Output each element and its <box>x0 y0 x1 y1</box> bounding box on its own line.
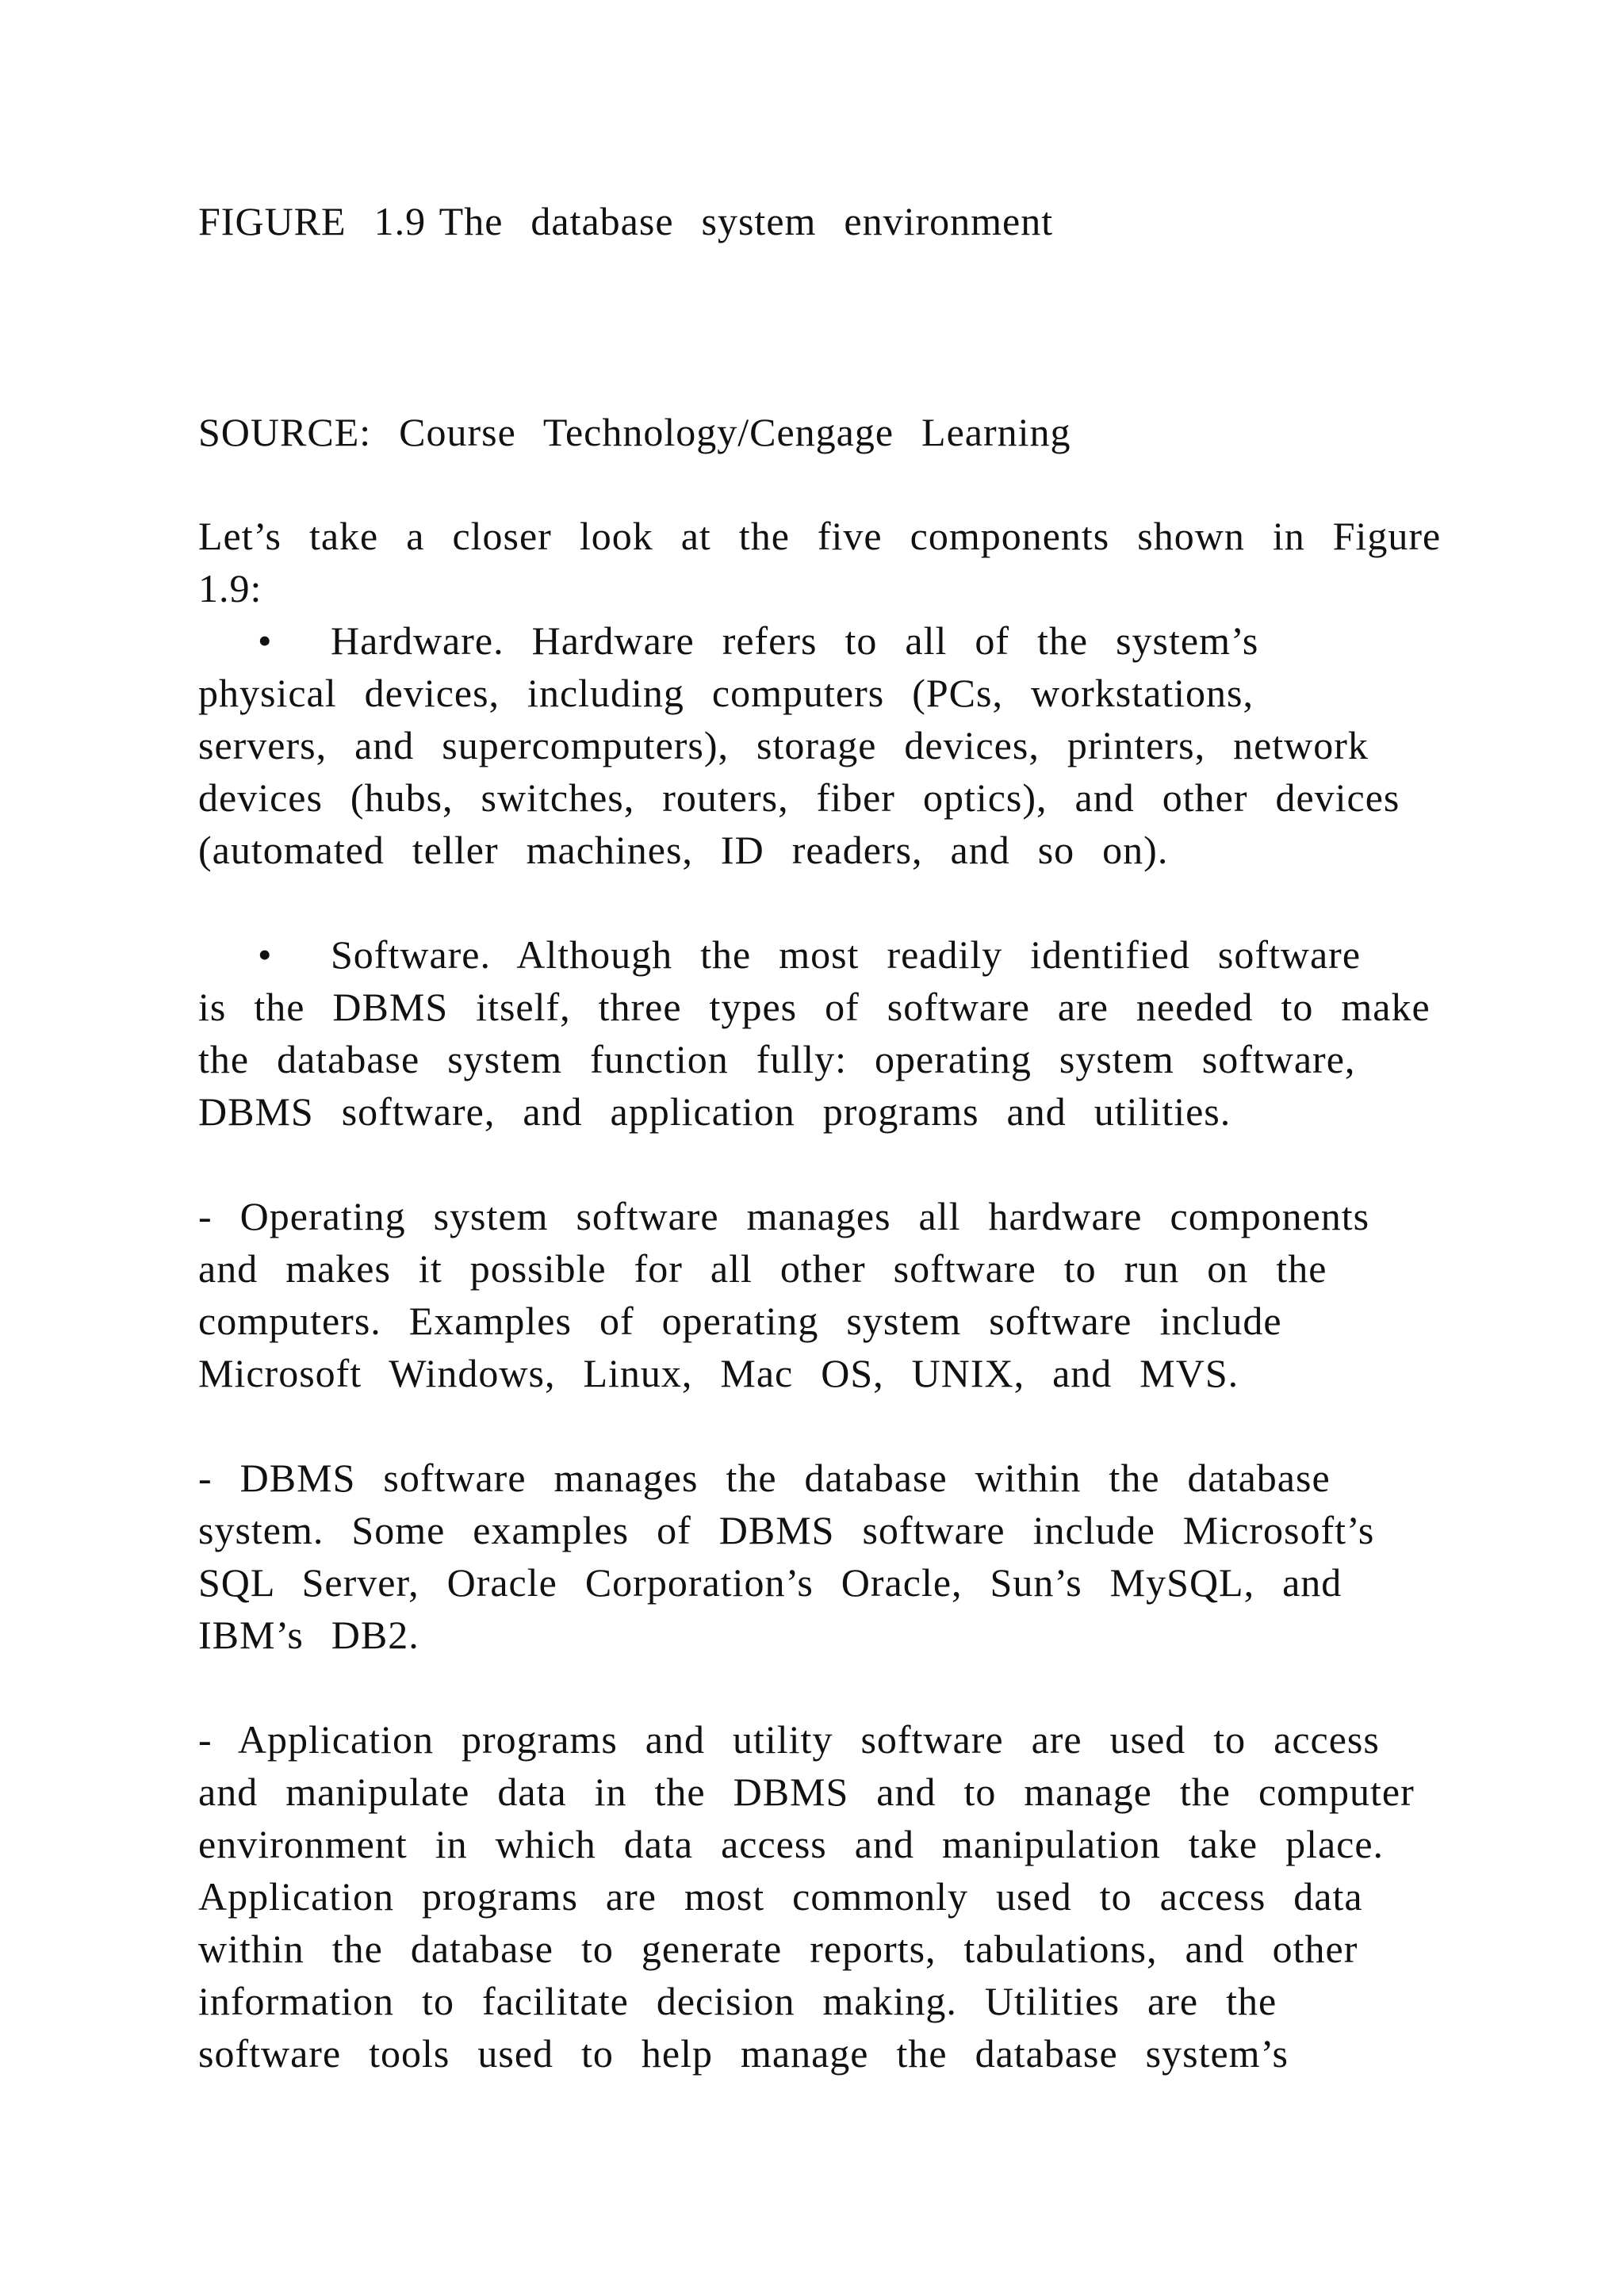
intro-line: 1.9: <box>198 566 262 610</box>
software-line: DBMS software, and application programs and utilities. <box>198 1089 1231 1134</box>
hardware-line: physical devices, including computers (PCs, workstations, <box>198 671 1254 715</box>
dbms-software-line: system. Some examples of DBMS software include Microsoft’s <box>198 1508 1375 1552</box>
hardware-line: servers, and supercomputers), storage devices, printers, network <box>198 723 1369 767</box>
software-line: the database system function fully: operating system software, <box>198 1037 1356 1081</box>
application-software-line: - Application programs and utility software are used to access <box>198 1717 1380 1762</box>
bullet-marker: • <box>258 932 273 977</box>
application-software-line: software tools used to help manage the database system’s <box>198 2031 1289 2076</box>
application-software-line: information to facilitate decision making. Utilities are the <box>198 1979 1277 2023</box>
hardware-heading: Hardware. Hardware refers to all of the system’s <box>331 618 1259 663</box>
source-credit: SOURCE: Course Technology/Cengage Learning <box>198 410 1071 454</box>
dbms-software-line: - DBMS software manages the database within the database <box>198 1456 1331 1500</box>
os-software-line: computers. Examples of operating system software include <box>198 1299 1282 1343</box>
application-software-line: within the database to generate reports, tabulations, and other <box>198 1927 1358 1971</box>
figure-caption: FIGURE 1.9 The database system environment <box>198 199 1054 243</box>
dbms-software-line: IBM’s DB2. <box>198 1613 419 1657</box>
os-software-line: - Operating system software manages all hardware components <box>198 1194 1370 1238</box>
os-software-line: and makes it possible for all other software to run on the <box>198 1246 1327 1291</box>
bullet-marker: • <box>258 618 273 663</box>
hardware-line: (automated teller machines, ID readers, and so on). <box>198 828 1169 872</box>
document-page <box>198 0 1546 2296</box>
hardware-line: devices (hubs, switches, routers, fiber optics), and other devices <box>198 775 1400 820</box>
software-line: is the DBMS itself, three types of software are needed to make <box>198 985 1431 1029</box>
software-heading: Software. Although the most readily identified software <box>331 932 1362 977</box>
application-software-line: environment in which data access and manipulation take place. <box>198 1822 1385 1866</box>
application-software-line: Application programs are most commonly used to access data <box>198 1874 1363 1919</box>
application-software-line: and manipulate data in the DBMS and to manage the computer <box>198 1770 1415 1814</box>
os-software-line: Microsoft Windows, Linux, Mac OS, UNIX, and MVS. <box>198 1351 1239 1395</box>
hardware-bullet-line <box>258 614 1258 667</box>
dbms-software-line: SQL Server, Oracle Corporation’s Oracle, Sun’s MySQL, and <box>198 1560 1342 1605</box>
software-bullet-line <box>258 928 1361 981</box>
intro-line: Let’s take a closer look at the five components shown in Figure <box>198 514 1442 558</box>
